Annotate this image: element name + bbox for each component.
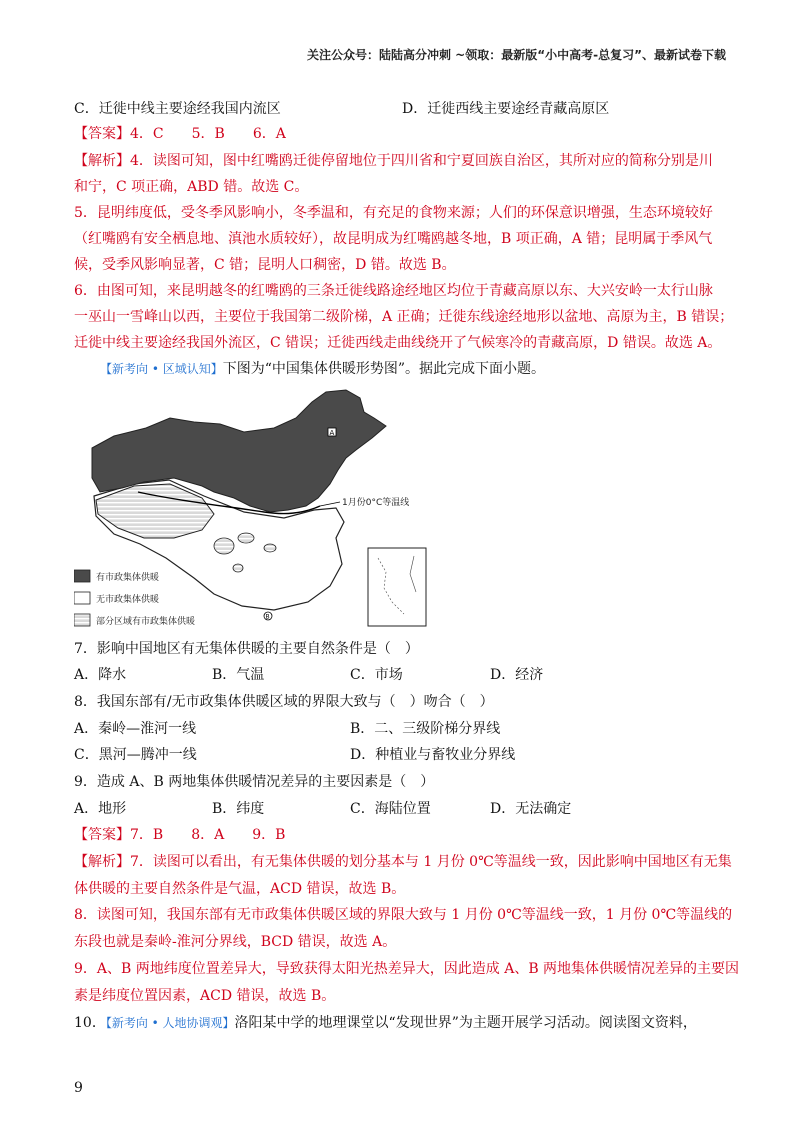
explanation-line: 候，受季风影响显著，C 错；昆明人口稠密，D 错。故选 B。	[74, 257, 456, 273]
section-intro	[100, 360, 545, 378]
legend-swatch-heating	[74, 570, 90, 582]
explanation-line: 一巫山一雪峰山以西，主要位于我国第二级阶梯，A 正确；迁徙东线途经地形以盆地、高原为主，B 错误；	[74, 309, 734, 325]
answer-4-6: 【答案】4．C 5．B 6．A	[74, 126, 286, 142]
option-d-top: D．迁徙西线主要途经青藏高原区	[402, 101, 610, 117]
q8-option-d: D．种植业与畜牧业分界线	[350, 747, 516, 763]
question-10-text: 洛阳某中学的地理课堂以“发现世界”为主题开展学习活动。阅读图文资料，	[234, 1015, 697, 1031]
q8-option-c: C．黑河—腾冲一线	[74, 747, 197, 763]
legend-heating: 有市政集体供暖	[96, 573, 160, 583]
q7-option-c: C．市场	[350, 667, 403, 683]
q8-option-b: B．二、三级阶梯分界线	[350, 721, 501, 737]
option-c-top: C．迁徙中线主要途经我国内流区	[74, 101, 281, 117]
question-10-number: 10．	[74, 1015, 106, 1031]
question-8-stem: 8．我国东部有/无市政集体供暖区域的界限大致与（ ）吻合（ ）	[74, 694, 494, 710]
question-10	[74, 1014, 697, 1032]
page-header: 关注公众号：陆陆高分冲刺 ~领取：最新版“小中高考-总复习”、最新试卷下载	[307, 48, 726, 62]
legend-partial: 部分区域有市政集体供暖	[96, 617, 196, 627]
explanation-line: 8．读图可知，我国东部有无市政集体供暖区域的界限大致与 1 月份 0℃等温线一致，1 月份 0℃等温线的	[74, 907, 733, 923]
explanation-line: 【解析】7．读图可以看出，有无集体供暖的划分基本与 1 月份 0℃等温线一致，因此影响中国地区有无集	[74, 854, 732, 870]
explanation-line: 迁徙中线主要途经我国外流区，C 错误；迁徙西线走曲线绕开了气候寒冷的青藏高原，D 错误。故选 A。	[74, 335, 722, 351]
q9-option-d: D．无法确定	[490, 801, 572, 817]
page-number: 9	[74, 1080, 83, 1096]
explanation-line: 和宁，C 项正确，ABD 错。故选 C。	[74, 179, 309, 195]
question-9-stem: 9．造成 A、B 两地集体供暖情况差异的主要因素是（ ）	[74, 774, 435, 790]
q7-option-a: A．降水	[74, 667, 127, 683]
isotherm-label: 1月份0°C等温线	[342, 498, 410, 508]
china-heating-map	[74, 388, 436, 636]
explanation-line: 素是纬度位置因素，ACD 错误，故选 B。	[74, 988, 336, 1004]
q7-option-d: D．经济	[490, 667, 544, 683]
legend-swatch-none	[74, 592, 90, 604]
explanation-line: 东段也就是秦岭-淮河分界线，BCD 错误，故选 A。	[74, 934, 397, 950]
q9-option-b: B．纬度	[212, 801, 265, 817]
explanation-line: 5．昆明纬度低，受冬季风影响小，冬季温和，有充足的食物来源；人们的环保意识增强，生态环境较好	[74, 205, 713, 221]
south-sea-inset	[368, 548, 426, 626]
q7-option-b: B．气温	[212, 667, 265, 683]
q8-option-a: A．秦岭—淮河一线	[74, 721, 197, 737]
q9-option-a: A．地形	[74, 801, 127, 817]
q9-option-c: C．海陆位置	[350, 801, 431, 817]
legend-none: 无市政集体供暖	[96, 595, 160, 605]
explanation-line: 【解析】4．读图可知，图中红嘴鸥迁徙停留地位于四川省和宁夏回族自治区，其所对应的简称分别是川	[74, 153, 713, 169]
intro-tag: 【新考向 • 区域认知】	[100, 362, 223, 376]
question-7-stem: 7．影响中国地区有无集体供暖的主要自然条件是（ ）	[74, 641, 419, 657]
label-b: B	[265, 613, 270, 621]
legend-swatch-partial	[74, 614, 90, 626]
explanation-line: 9．A、B 两地纬度位置差异大，导致获得太阳光热差异大，因此造成 A、B 两地集体供暖情况差异的主要因	[74, 961, 740, 977]
explanation-line: 体供暖的主要自然条件是气温，ACD 错误，故选 B。	[74, 881, 406, 897]
answer-7-9: 【答案】7．B 8．A 9．B	[74, 827, 286, 843]
intro-text: 下图为“中国集体供暖形势图”。据此完成下面小题。	[222, 361, 546, 377]
question-10-tag: 【新考向 • 人地协调观】	[105, 1016, 235, 1030]
label-a: A	[329, 429, 335, 437]
explanation-line: （红嘴鸥有安全栖息地、滇池水质较好），故昆明成为红嘴鸥越冬地，B 项正确，A 错；昆明属于季风气	[74, 231, 713, 247]
explanation-line: 6．由图可知，来昆明越冬的红嘴鸥的三条迁徙线路途经地区均位于青藏高原以东、大兴安岭一太行山脉	[74, 283, 713, 299]
